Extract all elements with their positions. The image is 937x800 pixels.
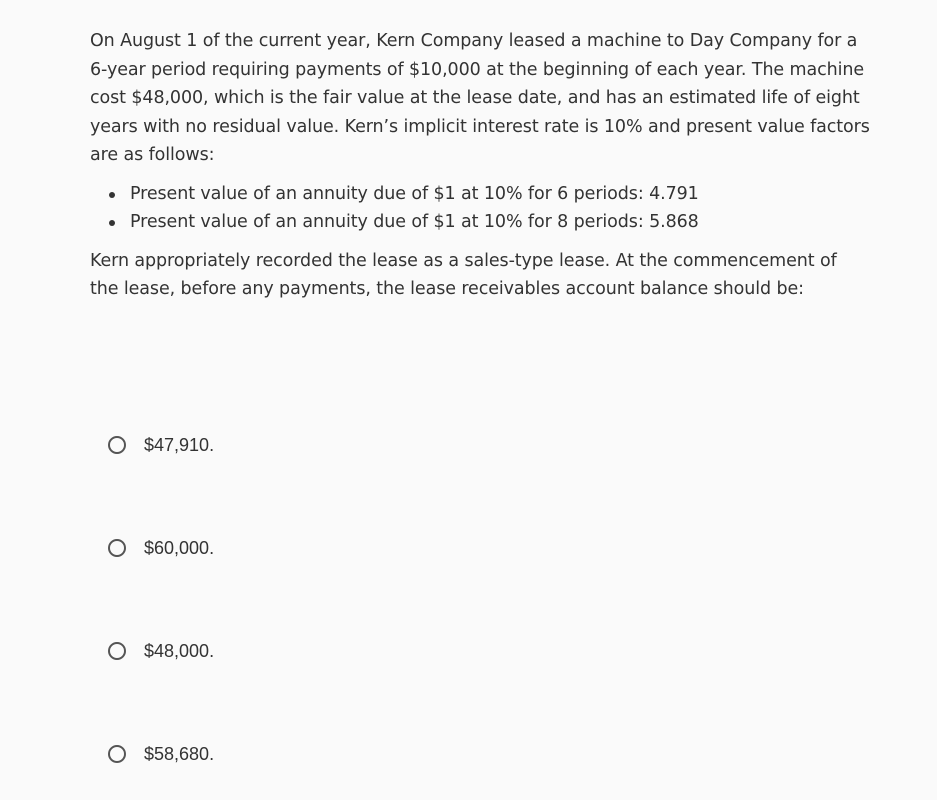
factor-item: [90, 208, 870, 237]
answer-option-2[interactable]: [108, 535, 214, 561]
factor-text: Present value of an annuity due of $1 at 10% for 6 periods: 4.791: [130, 183, 699, 204]
question-paragraph-1: On August 1 of the current year, Kern Company leased a machine to Day Company for a 6-year period requiring payments of $10,000 at the beginning of each year. The machine cost $48,000, which is the fair value at the lease date, and has an estimated life of eight years with no residual value. Kern’s implicit interest rate is 10% and present value factors are as follows:: [90, 31, 870, 165]
factor-text: Present value of an annuity due of $1 at 10% for 8 periods: 5.868: [130, 212, 699, 232]
question-paragraph-2: Kern appropriately recorded the lease as a sales-type lease. At the commencement of the lease, before any payments, the lease receivables account balance should be:: [90, 250, 837, 299]
answer-option-1[interactable]: [108, 432, 214, 458]
answer-option-3[interactable]: [108, 638, 214, 664]
factor-item: [90, 180, 870, 209]
radio-button-icon[interactable]: [108, 539, 126, 557]
answer-option-4[interactable]: [108, 741, 214, 767]
bullet-icon: [109, 220, 115, 226]
present-value-factors-list: [90, 180, 870, 237]
radio-button-icon[interactable]: [108, 642, 126, 660]
answer-option-label[interactable]: $48,000.: [144, 640, 215, 661]
radio-button-icon[interactable]: [108, 745, 126, 763]
answer-option-label[interactable]: $58,680.: [144, 743, 215, 764]
bullet-icon: [109, 192, 115, 198]
question-text: [90, 27, 870, 304]
radio-button-icon[interactable]: [108, 436, 126, 454]
answer-option-label[interactable]: $47,910.: [144, 434, 215, 455]
answer-option-label[interactable]: $60,000.: [144, 537, 215, 558]
